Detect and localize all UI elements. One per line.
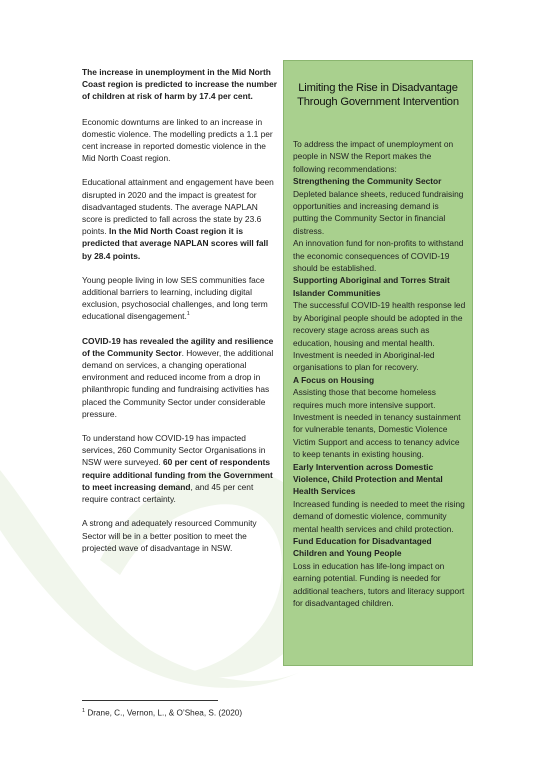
text-housing: Assisting those that become homeless requires much more intensive support. Investment is needed in tenancy sustainment for vulnerable tenants, Domestic Violence Victim Support and access to tenancy advice to keep tenants in existing housing. <box>293 387 461 460</box>
left-column <box>82 66 277 566</box>
lead-paragraph: The increase in unemployment in the Mid North Coast region is predicted to increase the number of children at risk of harm by 17.4 per cent. <box>82 67 277 102</box>
text-fund-education: Loss in education has life-long impact on earning potential. Funding is needed for additional teachers, tutors and literacy support for disadvantaged children. <box>293 560 465 609</box>
recommendations-box <box>283 60 473 666</box>
box-body <box>293 138 466 609</box>
heading-aboriginal-communities: Supporting Aboriginal and Torres Strait Islander Communities <box>293 275 450 298</box>
text-strengthening-1: Depleted balance sheets, reduced fundraising opportunities and increasing demand is putting the Community Sector in financial distress. <box>293 188 464 236</box>
low-ses-paragraph: Young people living in low SES communities face additional barriers to learning, including digital exclusion, psychosocial challenges, and long term educational disengagement.$^1$ <box>82 274 268 322</box>
footnote-reference[interactable]: 1 <box>186 311 190 318</box>
footnote-text: Drane, C., Vernon, L., & O’Shea, S. (2020) <box>85 708 243 718</box>
survey-paragraph: To understand how COVID-19 has impacted services, 260 Community Sector Organisations in NSW were surveyed. 60 per cent of respondents require additional funding from the Government to meet increasing demand, and 45 per cent require contract certainty. <box>82 433 273 505</box>
box-title: Limiting the Rise in Disadvantage Through Government Intervention <box>297 82 459 108</box>
heading-fund-education: Fund Education for Disadvantaged Children and Young People <box>293 536 432 559</box>
footnote-divider <box>82 700 218 701</box>
footnote <box>82 708 242 718</box>
heading-early-intervention: Early Intervention across Domestic Violence, Child Protection and Mental Health Services <box>293 461 443 497</box>
community-sector-paragraph: COVID-19 has revealed the agility and resilience of the Community Sector. However, the additional demand on services, a changing operational environment and reduced income from a drop in philanthropic funding and fundraising activities has placed the Community Sector under considerable pressure. <box>82 335 274 419</box>
text-early-intervention: Increased funding is needed to meet the rising demand of domestic violence, community mental health services and child protection. <box>293 498 465 534</box>
footnote-marker: 1 <box>82 708 86 714</box>
closing-paragraph: A strong and adequately resourced Community Sector will be in a better position to meet the projected wave of disadvantage in NSW. <box>82 518 257 553</box>
heading-strengthening-community-sector: Strengthening the Community Sector <box>293 176 442 187</box>
domestic-violence-paragraph: Economic downturns are linked to an increase in domestic violence. The modelling predicts a 1.1 per cent increase in reported domestic violence in the Mid North Coast region. <box>82 116 273 164</box>
education-paragraph: Educational attainment and engagement have been disrupted in 2020 and the impact is greatest for disadvantaged students. The average NAPLAN score is predicted to fall across the state by 23.6 points. In the Mid North Coast region it is predicted that average NAPLAN scores will fall by 28.4 points. <box>82 177 274 261</box>
text-aboriginal: The successful COVID-19 health response led by Aboriginal people should be adopted in the recovery stage across areas such as education, housing and mental health. Investment is needed in Aboriginal-led organisations to plan for recovery. <box>293 300 466 373</box>
text-strengthening-2: An innovation fund for non-profits to withstand the economic consequences of COVID-19 should be established. <box>293 238 464 274</box>
heading-housing: A Focus on Housing <box>293 374 375 385</box>
box-intro: To address the impact of unemployment on people in NSW the Report makes the following recommendations: <box>293 139 454 174</box>
